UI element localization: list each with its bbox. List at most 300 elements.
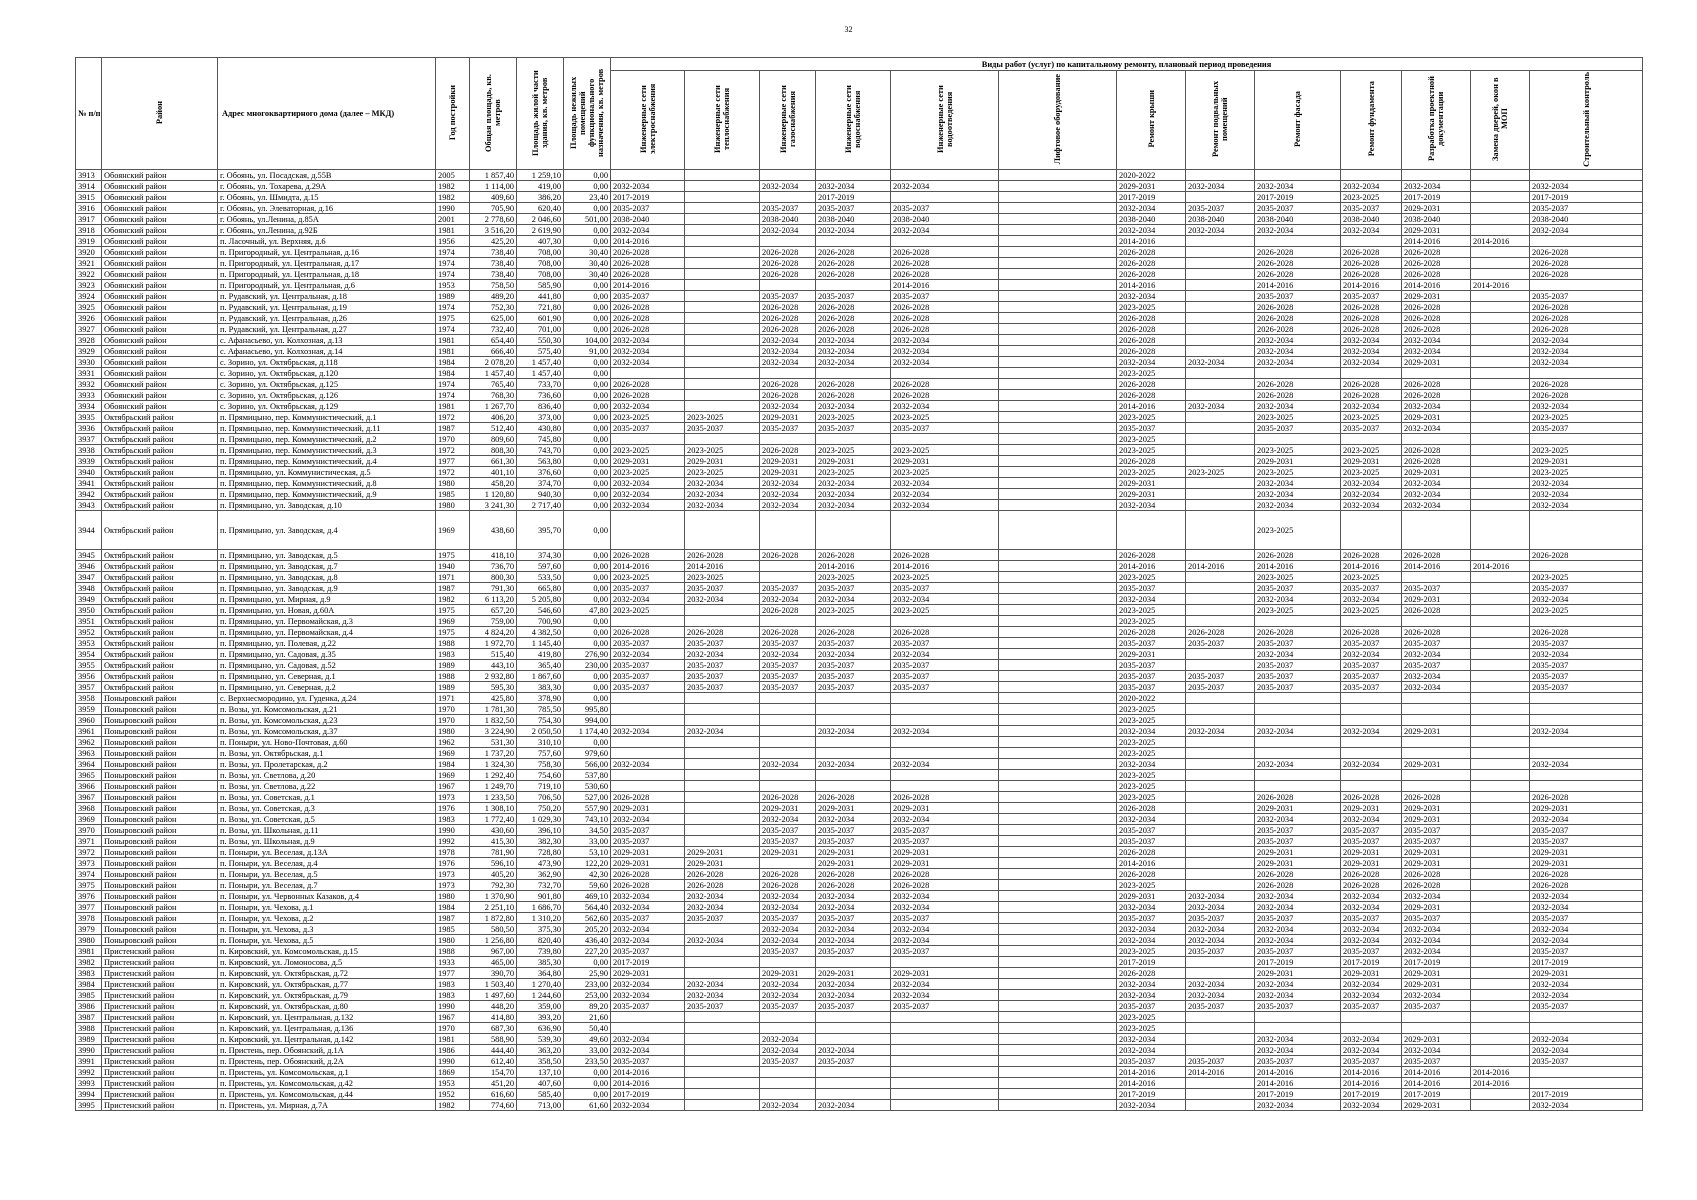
cell-roof: 2032-2034 — [1117, 203, 1186, 214]
cell-num: 3933 — [76, 390, 102, 401]
cell-basement — [1186, 489, 1255, 500]
cell-doors-windows — [1471, 594, 1530, 605]
cell-facade: 2032-2034 — [1255, 759, 1341, 770]
cell-gas: 2032-2034 — [760, 759, 816, 770]
cell-heat — [685, 236, 760, 247]
cell-address: с. Зорино, ул. Октябрьская, д.125 — [218, 379, 436, 390]
cell-year: 1962 — [436, 737, 470, 748]
cell-address: п. Прямицыно, ул. Заводская, д.5 — [218, 550, 436, 561]
cell-water: 2038-2040 — [816, 214, 891, 225]
cell-total-area: 1 292,40 — [470, 770, 517, 781]
cell-sewer: 2026-2028 — [891, 258, 999, 269]
cell-basement — [1186, 825, 1255, 836]
cell-nonliving-area: 30,40 — [564, 269, 611, 280]
cell-electro: 2029-2031 — [611, 456, 685, 467]
cell-basement: 2032-2034 — [1186, 902, 1255, 913]
cell-gas: 2026-2028 — [760, 627, 816, 638]
table-row — [76, 258, 1643, 269]
cell-sewer: 2032-2034 — [891, 891, 999, 902]
cell-foundation: 2032-2034 — [1341, 759, 1402, 770]
cell-roof: 2035-2037 — [1117, 660, 1186, 671]
cell-heat — [685, 225, 760, 236]
cell-roof: 2035-2037 — [1117, 1001, 1186, 1012]
cell-basement: 2032-2034 — [1186, 935, 1255, 946]
cell-num: 3963 — [76, 748, 102, 759]
cell-electro: 2032-2034 — [611, 594, 685, 605]
cell-project-docs: 2029-2031 — [1402, 291, 1471, 302]
cell-nonliving-area: 0,00 — [564, 671, 611, 682]
cell-project-docs — [1402, 1023, 1471, 1034]
cell-roof: 2014-2016 — [1117, 561, 1186, 572]
cell-construction-control: 2032-2034 — [1530, 225, 1643, 236]
cell-nonliving-area: 47,80 — [564, 605, 611, 616]
col-header-work-10: Разработка проектной документации — [1402, 71, 1471, 170]
cell-roof: 2032-2034 — [1117, 935, 1186, 946]
cell-num: 3985 — [76, 990, 102, 1001]
cell-basement — [1186, 770, 1255, 781]
cell-address: п. Пристень, ул. Мирная, д.7А — [218, 1100, 436, 1111]
cell-heat — [685, 1034, 760, 1045]
cell-basement — [1186, 170, 1255, 181]
cell-basement — [1186, 379, 1255, 390]
cell-gas — [760, 434, 816, 445]
cell-doors-windows — [1471, 335, 1530, 346]
cell-nonliving-area: 1 174,40 — [564, 726, 611, 737]
cell-total-area: 738,40 — [470, 269, 517, 280]
cell-facade: 2035-2037 — [1255, 682, 1341, 693]
cell-project-docs: 2035-2037 — [1402, 583, 1471, 594]
cell-project-docs: 2032-2034 — [1402, 401, 1471, 412]
cell-roof: 2026-2028 — [1117, 269, 1186, 280]
cell-water: 2032-2034 — [816, 478, 891, 489]
cell-doors-windows — [1471, 1001, 1530, 1012]
cell-living-area: 1 145,40 — [517, 638, 564, 649]
cell-project-docs: 2032-2034 — [1402, 990, 1471, 1001]
cell-project-docs: 2032-2034 — [1402, 946, 1471, 957]
cell-foundation: 2029-2031 — [1341, 968, 1402, 979]
cell-roof: 2035-2037 — [1117, 836, 1186, 847]
cell-project-docs: 2014-2016 — [1402, 1078, 1471, 1089]
cell-sewer: 2035-2037 — [891, 660, 999, 671]
cell-year: 1984 — [436, 759, 470, 770]
cell-gas: 2035-2037 — [760, 291, 816, 302]
cell-nonliving-area: 89,20 — [564, 1001, 611, 1012]
cell-lift — [999, 247, 1117, 258]
cell-electro: 2026-2028 — [611, 247, 685, 258]
cell-address: п. Поныри, ул. Веселая, д.13А — [218, 847, 436, 858]
cell-water: 2032-2034 — [816, 489, 891, 500]
cell-doors-windows — [1471, 511, 1530, 550]
cell-construction-control — [1530, 781, 1643, 792]
cell-address: п. Возы, ул. Пролетарская, д.2 — [218, 759, 436, 770]
cell-total-area: 738,40 — [470, 258, 517, 269]
cell-foundation: 2023-2025 — [1341, 467, 1402, 478]
cell-sewer: 2026-2028 — [891, 302, 999, 313]
cell-district: Октябрьский район — [102, 638, 218, 649]
cell-construction-control: 2029-2031 — [1530, 456, 1643, 467]
cell-gas: 2026-2028 — [760, 379, 816, 390]
cell-foundation: 2026-2028 — [1341, 324, 1402, 335]
cell-year: 1974 — [436, 258, 470, 269]
cell-nonliving-area: 227,20 — [564, 946, 611, 957]
cell-sewer: 2026-2028 — [891, 324, 999, 335]
cell-heat — [685, 957, 760, 968]
cell-electro: 2032-2034 — [611, 759, 685, 770]
cell-electro: 2032-2034 — [611, 814, 685, 825]
cell-sewer: 2032-2034 — [891, 935, 999, 946]
cell-district: Поныровский район — [102, 924, 218, 935]
cell-address: п. Прямицыно, ул. Садовая, д.35 — [218, 649, 436, 660]
cell-sewer: 2035-2037 — [891, 583, 999, 594]
cell-foundation: 2035-2037 — [1341, 682, 1402, 693]
cell-project-docs: 2014-2016 — [1402, 561, 1471, 572]
cell-num: 3971 — [76, 836, 102, 847]
cell-doors-windows — [1471, 500, 1530, 511]
cell-construction-control: 2032-2034 — [1530, 500, 1643, 511]
cell-nonliving-area: 0,00 — [564, 401, 611, 412]
cell-gas: 2032-2034 — [760, 979, 816, 990]
cell-living-area: 364,80 — [517, 968, 564, 979]
cell-total-area: 1 267,70 — [470, 401, 517, 412]
cell-year: 1986 — [436, 1045, 470, 1056]
cell-electro: 2026-2028 — [611, 324, 685, 335]
cell-num: 3918 — [76, 225, 102, 236]
cell-district: Пристенский район — [102, 990, 218, 1001]
cell-year: 1940 — [436, 561, 470, 572]
cell-gas: 2032-2034 — [760, 335, 816, 346]
cell-basement: 2032-2034 — [1186, 979, 1255, 990]
cell-electro — [611, 715, 685, 726]
cell-gas — [760, 511, 816, 550]
cell-water: 2035-2037 — [816, 946, 891, 957]
cell-year: 1977 — [436, 456, 470, 467]
cell-foundation: 2035-2037 — [1341, 913, 1402, 924]
cell-project-docs: 2032-2034 — [1402, 1045, 1471, 1056]
cell-lift — [999, 1067, 1117, 1078]
cell-electro: 2035-2037 — [611, 1056, 685, 1067]
cell-construction-control — [1530, 748, 1643, 759]
cell-doors-windows — [1471, 858, 1530, 869]
cell-gas: 2032-2034 — [760, 924, 816, 935]
cell-electro — [611, 368, 685, 379]
cell-project-docs: 2026-2028 — [1402, 445, 1471, 456]
cell-year: 1976 — [436, 803, 470, 814]
cell-address: п. Прямицыно, ул. Северная, д.1 — [218, 671, 436, 682]
cell-water: 2026-2028 — [816, 247, 891, 258]
cell-heat: 2035-2037 — [685, 671, 760, 682]
cell-basement — [1186, 456, 1255, 467]
cell-lift — [999, 236, 1117, 247]
cell-roof: 2023-2025 — [1117, 737, 1186, 748]
cell-roof: 2032-2034 — [1117, 225, 1186, 236]
cell-total-area: 1 872,80 — [470, 913, 517, 924]
cell-lift — [999, 181, 1117, 192]
header-row-top — [76, 58, 1643, 71]
table-row — [76, 715, 1643, 726]
cell-foundation: 2032-2034 — [1341, 726, 1402, 737]
cell-address: п. Поныри, ул. Веселая, д.4 — [218, 858, 436, 869]
cell-district: Октябрьский район — [102, 511, 218, 550]
cell-sewer: 2032-2034 — [891, 335, 999, 346]
cell-sewer — [891, 1023, 999, 1034]
cell-project-docs: 2026-2028 — [1402, 390, 1471, 401]
cell-living-area: 563,80 — [517, 456, 564, 467]
cell-roof: 2035-2037 — [1117, 1056, 1186, 1067]
cell-basement — [1186, 313, 1255, 324]
cell-water: 2035-2037 — [816, 291, 891, 302]
cell-address: п. Прямицыно, пер. Коммунистический, д.2 — [218, 434, 436, 445]
cell-sewer: 2029-2031 — [891, 847, 999, 858]
cell-sewer: 2026-2028 — [891, 880, 999, 891]
cell-electro: 2035-2037 — [611, 682, 685, 693]
cell-lift — [999, 605, 1117, 616]
cell-electro: 2017-2019 — [611, 192, 685, 203]
cell-sewer: 2032-2034 — [891, 401, 999, 412]
cell-address: с. Афанасьево, ул. Колхозная, д.13 — [218, 335, 436, 346]
cell-total-area: 792,30 — [470, 880, 517, 891]
cell-heat: 2035-2037 — [685, 682, 760, 693]
table-row — [76, 324, 1643, 335]
cell-heat — [685, 1045, 760, 1056]
cell-district: Октябрьский район — [102, 616, 218, 627]
cell-facade: 2026-2028 — [1255, 550, 1341, 561]
cell-sewer — [891, 693, 999, 704]
cell-basement — [1186, 1045, 1255, 1056]
col-header-work-6: Ремонт крыши — [1117, 71, 1186, 170]
cell-construction-control: 2032-2034 — [1530, 990, 1643, 1001]
cell-water: 2026-2028 — [816, 324, 891, 335]
cell-nonliving-area: 61,60 — [564, 1100, 611, 1111]
cell-water: 2026-2028 — [816, 880, 891, 891]
cell-foundation: 2023-2025 — [1341, 412, 1402, 423]
table-row — [76, 660, 1643, 671]
cell-sewer: 2038-2040 — [891, 214, 999, 225]
cell-gas: 2026-2028 — [760, 324, 816, 335]
table-row — [76, 368, 1643, 379]
cell-project-docs — [1402, 781, 1471, 792]
cell-living-area: 719,10 — [517, 781, 564, 792]
cell-doors-windows — [1471, 880, 1530, 891]
cell-district: Пристенский район — [102, 1045, 218, 1056]
cell-construction-control: 2035-2037 — [1530, 825, 1643, 836]
cell-sewer — [891, 1089, 999, 1100]
cell-living-area: 378,90 — [517, 693, 564, 704]
cell-lift — [999, 1034, 1117, 1045]
cell-num: 3967 — [76, 792, 102, 803]
cell-gas: 2035-2037 — [760, 946, 816, 957]
table-row — [76, 737, 1643, 748]
cell-water: 2023-2025 — [816, 572, 891, 583]
cell-heat: 2029-2031 — [685, 456, 760, 467]
cell-district: Пристенский район — [102, 1012, 218, 1023]
col-header-living-area: Площадь жилой части здания, кв. метров — [517, 58, 564, 170]
cell-basement: 2032-2034 — [1186, 891, 1255, 902]
cell-total-area: 448,20 — [470, 1001, 517, 1012]
cell-num: 3945 — [76, 550, 102, 561]
cell-address: г. Обоянь, ул.Ленина, д.92Б — [218, 225, 436, 236]
cell-basement — [1186, 792, 1255, 803]
cell-construction-control: 2032-2034 — [1530, 979, 1643, 990]
cell-address: п. Прямицыно, пер. Коммунистический, д.3 — [218, 445, 436, 456]
cell-heat — [685, 313, 760, 324]
cell-living-area: 754,60 — [517, 770, 564, 781]
cell-num: 3931 — [76, 368, 102, 379]
cell-total-area: 515,40 — [470, 649, 517, 660]
cell-num: 3927 — [76, 324, 102, 335]
cell-address: п. Рудавский, ул. Центральная, д.26 — [218, 313, 436, 324]
cell-basement — [1186, 1078, 1255, 1089]
cell-nonliving-area: 25,90 — [564, 968, 611, 979]
cell-year: 1976 — [436, 858, 470, 869]
cell-roof: 2026-2028 — [1117, 346, 1186, 357]
cell-living-area: 700,90 — [517, 616, 564, 627]
cell-foundation: 2035-2037 — [1341, 1056, 1402, 1067]
cell-year: 1975 — [436, 627, 470, 638]
cell-electro: 2026-2028 — [611, 258, 685, 269]
table-row — [76, 869, 1643, 880]
cell-nonliving-area: 104,00 — [564, 335, 611, 346]
cell-foundation: 2035-2037 — [1341, 638, 1402, 649]
cell-lift — [999, 1001, 1117, 1012]
cell-heat: 2035-2037 — [685, 913, 760, 924]
cell-facade: 2017-2019 — [1255, 192, 1341, 203]
cell-total-area: 425,80 — [470, 693, 517, 704]
cell-roof: 2023-2025 — [1117, 445, 1186, 456]
cell-lift — [999, 913, 1117, 924]
cell-project-docs: 2026-2028 — [1402, 792, 1471, 803]
cell-nonliving-area: 0,00 — [564, 638, 611, 649]
cell-doors-windows — [1471, 715, 1530, 726]
cell-foundation: 2032-2034 — [1341, 902, 1402, 913]
cell-heat — [685, 803, 760, 814]
cell-water: 2032-2034 — [816, 649, 891, 660]
cell-lift — [999, 561, 1117, 572]
cell-year: 1985 — [436, 489, 470, 500]
cell-basement: 2035-2037 — [1186, 946, 1255, 957]
cell-nonliving-area: 0,00 — [564, 368, 611, 379]
cell-gas — [760, 957, 816, 968]
cell-gas — [760, 1023, 816, 1034]
cell-total-area: 732,40 — [470, 324, 517, 335]
cell-living-area: 137,10 — [517, 1067, 564, 1078]
cell-living-area: 473,90 — [517, 858, 564, 869]
cell-lift — [999, 412, 1117, 423]
cell-sewer: 2023-2025 — [891, 605, 999, 616]
cell-project-docs: 2035-2037 — [1402, 836, 1471, 847]
cell-basement — [1186, 1023, 1255, 1034]
cell-roof: 2026-2028 — [1117, 324, 1186, 335]
cell-foundation: 2035-2037 — [1341, 203, 1402, 214]
cell-doors-windows — [1471, 847, 1530, 858]
cell-lift — [999, 737, 1117, 748]
cell-doors-windows — [1471, 192, 1530, 203]
cell-foundation: 2032-2034 — [1341, 489, 1402, 500]
cell-nonliving-area: 0,00 — [564, 583, 611, 594]
cell-foundation — [1341, 236, 1402, 247]
cell-district: Пристенский район — [102, 979, 218, 990]
cell-foundation: 2023-2025 — [1341, 192, 1402, 203]
cell-sewer: 2032-2034 — [891, 726, 999, 737]
cell-living-area: 745,80 — [517, 434, 564, 445]
cell-district: Обоянский район — [102, 269, 218, 280]
cell-year: 1980 — [436, 500, 470, 511]
cell-nonliving-area: 230,00 — [564, 660, 611, 671]
cell-project-docs: 2026-2028 — [1402, 456, 1471, 467]
cell-address: с. Афанасьево, ул. Колхозная, д.14 — [218, 346, 436, 357]
table-row — [76, 781, 1643, 792]
cell-sewer: 2035-2037 — [891, 671, 999, 682]
cell-gas: 2032-2034 — [760, 594, 816, 605]
cell-water: 2035-2037 — [816, 836, 891, 847]
cell-foundation: 2032-2034 — [1341, 346, 1402, 357]
cell-heat — [685, 792, 760, 803]
table-row — [76, 957, 1643, 968]
cell-total-area: 736,70 — [470, 561, 517, 572]
cell-address: п. Пристень, ул. Комсомольская, д.42 — [218, 1078, 436, 1089]
cell-total-area: 414,80 — [470, 1012, 517, 1023]
cell-heat — [685, 401, 760, 412]
cell-district: Обоянский район — [102, 313, 218, 324]
cell-address: п. Пригородный, ул. Центральная, д.6 — [218, 280, 436, 291]
cell-living-area: 620,40 — [517, 203, 564, 214]
cell-lift — [999, 649, 1117, 660]
cell-year: 1967 — [436, 781, 470, 792]
cell-facade: 2035-2037 — [1255, 203, 1341, 214]
cell-living-area: 1 686,70 — [517, 902, 564, 913]
cell-lift — [999, 1056, 1117, 1067]
cell-foundation: 2026-2028 — [1341, 379, 1402, 390]
cell-foundation: 2023-2025 — [1341, 605, 1402, 616]
cell-roof: 2026-2028 — [1117, 550, 1186, 561]
cell-sewer: 2023-2025 — [891, 572, 999, 583]
cell-living-area: 1 867,60 — [517, 671, 564, 682]
cell-doors-windows — [1471, 803, 1530, 814]
cell-project-docs: 2032-2034 — [1402, 489, 1471, 500]
cell-heat — [685, 748, 760, 759]
cell-electro: 2029-2031 — [611, 803, 685, 814]
cell-sewer — [891, 770, 999, 781]
cell-construction-control: 2035-2037 — [1530, 1001, 1643, 1012]
cell-sewer: 2032-2034 — [891, 181, 999, 192]
cell-water: 2035-2037 — [816, 423, 891, 434]
cell-heat: 2032-2034 — [685, 594, 760, 605]
cell-lift — [999, 572, 1117, 583]
cell-foundation: 2032-2034 — [1341, 401, 1402, 412]
cell-project-docs: 2029-2031 — [1402, 225, 1471, 236]
cell-district: Октябрьский район — [102, 423, 218, 434]
cell-address: п. Возы, ул. Октябрьская, д.1 — [218, 748, 436, 759]
cell-sewer: 2032-2034 — [891, 225, 999, 236]
cell-total-area: 661,30 — [470, 456, 517, 467]
cell-roof: 2032-2034 — [1117, 1100, 1186, 1111]
cell-year: 1983 — [436, 814, 470, 825]
cell-sewer — [891, 1078, 999, 1089]
cell-water: 2035-2037 — [816, 825, 891, 836]
cell-foundation: 2026-2028 — [1341, 390, 1402, 401]
cell-lift — [999, 825, 1117, 836]
cell-gas: 2032-2034 — [760, 181, 816, 192]
cell-doors-windows — [1471, 946, 1530, 957]
cell-basement — [1186, 445, 1255, 456]
cell-foundation: 2035-2037 — [1341, 671, 1402, 682]
table-row — [76, 357, 1643, 368]
cell-lift — [999, 869, 1117, 880]
cell-address: п. Кировский, ул. Центральная, д.132 — [218, 1012, 436, 1023]
cell-facade: 2032-2034 — [1255, 335, 1341, 346]
cell-water: 2032-2034 — [816, 500, 891, 511]
cell-nonliving-area: 0,00 — [564, 572, 611, 583]
cell-construction-control: 2038-2040 — [1530, 214, 1643, 225]
